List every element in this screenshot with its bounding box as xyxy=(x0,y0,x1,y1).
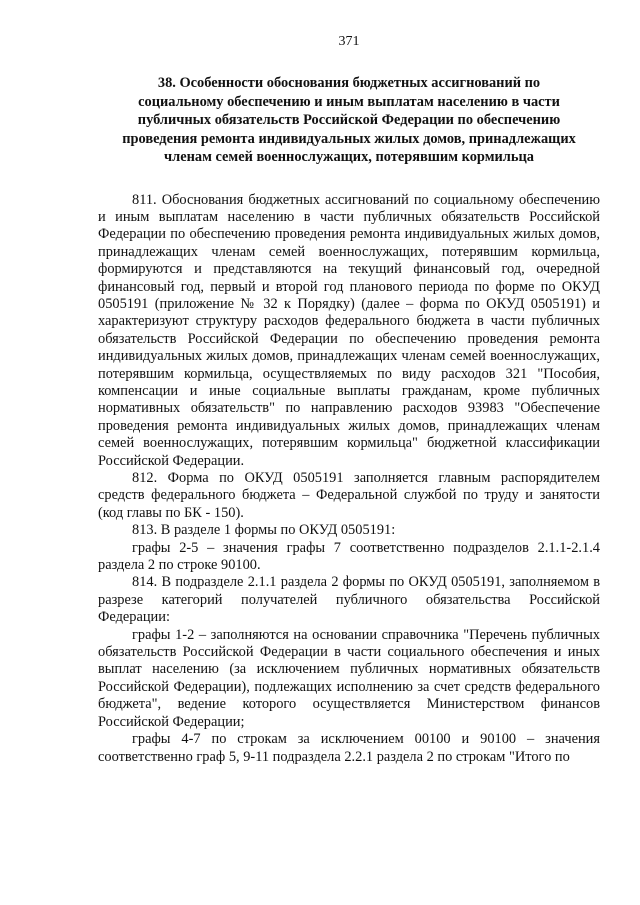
document-body xyxy=(98,192,600,766)
heading-line: проведения ремонта индивидуальных жилых домов, принадлежащих xyxy=(122,130,576,147)
page-number: 371 xyxy=(338,34,360,49)
paragraph-814: 814. В подразделе 2.1.1 раздела 2 формы по ОКУД 0505191, заполняемом в разрезе категорий получателей публичного обязательства Российской Федерации: xyxy=(98,574,600,626)
paragraph-813-item: графы 2-5 – значения графы 7 соответственно подразделов 2.1.1-2.1.4 раздела 2 по строке 90100. xyxy=(98,539,600,574)
paragraph-811: 811. Обоснования бюджетных ассигнований по социальному обеспечению и иным выплатам населению в части публичных обязательств Российской Федерации по обеспечению проведения ремонта индивидуальных жилых домов, принадлежащих членам семей военнослужащих, потерявшим кормильца, формируются и представляются на текущий финансовый год, очередной финансовый год, первый и второй год планового периода по форме по ОКУД 0505191 (приложение № 32 к Порядку) (далее – форма по ОКУД 0505191) и характеризуют структуру расходов федерального бюджета в части публичных обязательств Российской Федерации по обеспечению проведения ремонта индивидуальных жилых домов, принадлежащих членам семей военнослужащих, потерявшим кормильца, осуществляемых по виду расходов 321 "Пособия, компенсации и иные социальные выплаты гражданам, кроме публичных нормативных обязательств" по направлению расходов 93983 "Обеспечение проведения ремонта индивидуальных жилых домов, принадлежащих членам семей военнослужащих, потерявшим кормильца" бюджетной классификации Российской Федерации. xyxy=(98,191,600,469)
section-heading xyxy=(98,74,600,167)
paragraph-812: 812. Форма по ОКУД 0505191 заполняется главным распорядителем средств федерального бюджета – Федеральной службой по труду и занятости (код главы по БК - 150). xyxy=(98,470,600,521)
heading-line: социальному обеспечению и иным выплатам населению в части xyxy=(138,93,560,110)
paragraph-813: 813. В разделе 1 формы по ОКУД 0505191: xyxy=(132,522,396,539)
heading-line: публичных обязательств Российской Федерации по обеспечению xyxy=(137,112,561,128)
paragraph-814-item-2: графы 4-7 по строкам за исключением 00100 и 90100 – значения соответственно граф 5, 9-11 подраздела 2.2.1 раздела 2 по строкам "Итого по xyxy=(98,731,600,765)
paragraph-814-item-1: графы 1-2 – заполняются на основании справочника "Перечень публичных обязательств Российской Федерации в части социального обеспечения и иных выплат населению (за исключением публичных нормативных обязательств Российской Федерации), подлежащих исполнению за счет средств федерального бюджета", ведение которого осуществляется Министерством финансов Российской Федерации; xyxy=(98,626,600,730)
heading-line: 38. Особенности обоснования бюджетных ассигнований по xyxy=(157,75,541,91)
heading-line: членам семей военнослужащих, потерявшим кормильца xyxy=(164,149,534,165)
